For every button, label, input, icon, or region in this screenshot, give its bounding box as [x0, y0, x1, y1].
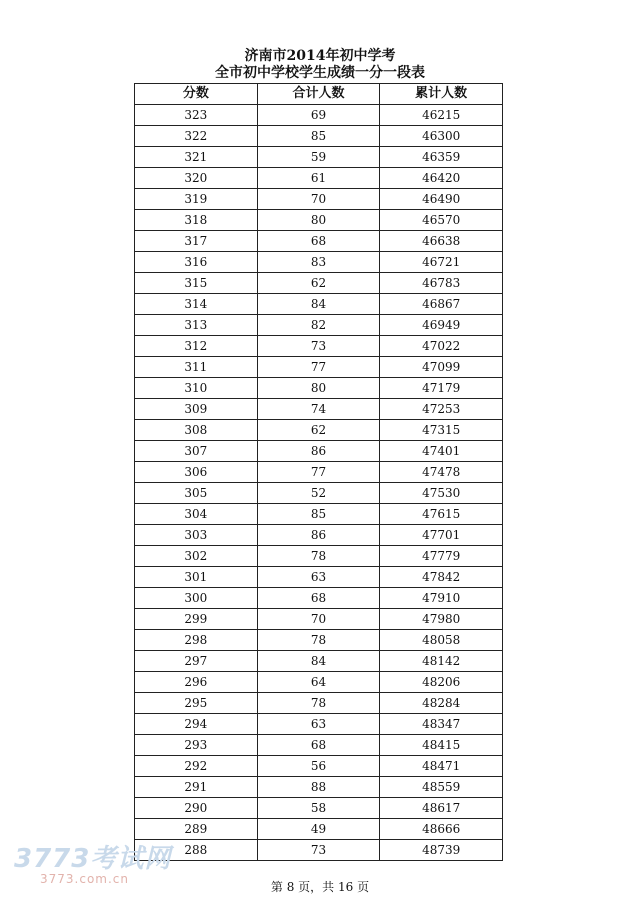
table-row: [135, 210, 503, 231]
table-row: [135, 630, 503, 651]
table-row: [135, 609, 503, 630]
count-cell: 62: [257, 273, 380, 294]
table-row: [135, 273, 503, 294]
cumulative-cell: 48739: [380, 840, 503, 861]
score-cell: 312: [135, 336, 258, 357]
count-cell: 82: [257, 315, 380, 336]
score-cell: 304: [135, 504, 258, 525]
cumulative-cell: 47022: [380, 336, 503, 357]
count-cell: 78: [257, 546, 380, 567]
table-row: [135, 777, 503, 798]
table-row: [135, 399, 503, 420]
table-row: [135, 231, 503, 252]
count-cell: 68: [257, 231, 380, 252]
count-cell: 80: [257, 378, 380, 399]
table-row: [135, 672, 503, 693]
cumulative-cell: 48347: [380, 714, 503, 735]
table-row: [135, 168, 503, 189]
cumulative-cell: 48058: [380, 630, 503, 651]
score-cell: 308: [135, 420, 258, 441]
cumulative-cell: 48415: [380, 735, 503, 756]
table-row: [135, 126, 503, 147]
cumulative-cell: 48284: [380, 693, 503, 714]
score-cell: 316: [135, 252, 258, 273]
cumulative-cell: 48559: [380, 777, 503, 798]
cumulative-cell: 47315: [380, 420, 503, 441]
cumulative-cell: 47842: [380, 567, 503, 588]
score-distribution-table: [134, 83, 503, 861]
cumulative-cell: 47401: [380, 441, 503, 462]
score-cell: 301: [135, 567, 258, 588]
cumulative-cell: 46638: [380, 231, 503, 252]
score-cell: 323: [135, 105, 258, 126]
table-row: [135, 798, 503, 819]
cumulative-cell: 48617: [380, 798, 503, 819]
cumulative-cell: 46721: [380, 252, 503, 273]
table-row: [135, 420, 503, 441]
count-cell: 80: [257, 210, 380, 231]
score-cell: 318: [135, 210, 258, 231]
count-cell: 88: [257, 777, 380, 798]
cumulative-cell: 47615: [380, 504, 503, 525]
cumulative-cell: 46420: [380, 168, 503, 189]
table-row: [135, 735, 503, 756]
count-cell: 83: [257, 252, 380, 273]
score-cell: 289: [135, 819, 258, 840]
count-cell: 52: [257, 483, 380, 504]
count-cell: 78: [257, 693, 380, 714]
count-cell: 49: [257, 819, 380, 840]
count-cell: 70: [257, 189, 380, 210]
page-footer: 第 8 页，共 16 页: [270, 880, 370, 894]
table-row: [135, 462, 503, 483]
count-cell: 58: [257, 798, 380, 819]
score-cell: 306: [135, 462, 258, 483]
column-header-cumulative: 累计人数: [380, 84, 503, 105]
score-cell: 307: [135, 441, 258, 462]
table-row: [135, 252, 503, 273]
count-cell: 62: [257, 420, 380, 441]
cumulative-cell: 46359: [380, 147, 503, 168]
score-cell: 314: [135, 294, 258, 315]
count-cell: 78: [257, 630, 380, 651]
cumulative-cell: 47910: [380, 588, 503, 609]
score-cell: 290: [135, 798, 258, 819]
score-cell: 317: [135, 231, 258, 252]
cumulative-cell: 47701: [380, 525, 503, 546]
count-cell: 77: [257, 357, 380, 378]
cumulative-cell: 48206: [380, 672, 503, 693]
watermark-url: 3773.com.cn: [40, 872, 129, 886]
score-cell: 319: [135, 189, 258, 210]
cumulative-cell: 47779: [380, 546, 503, 567]
count-cell: 63: [257, 567, 380, 588]
table-row: [135, 105, 503, 126]
cumulative-cell: 46215: [380, 105, 503, 126]
cumulative-cell: 47478: [380, 462, 503, 483]
table-row: [135, 294, 503, 315]
count-cell: 64: [257, 672, 380, 693]
count-cell: 63: [257, 714, 380, 735]
cumulative-cell: 47099: [380, 357, 503, 378]
cumulative-cell: 46300: [380, 126, 503, 147]
count-cell: 73: [257, 840, 380, 861]
score-cell: 297: [135, 651, 258, 672]
score-cell: 291: [135, 777, 258, 798]
count-cell: 70: [257, 609, 380, 630]
watermark: [14, 838, 174, 890]
count-cell: 56: [257, 756, 380, 777]
count-cell: 73: [257, 336, 380, 357]
cumulative-cell: 46490: [380, 189, 503, 210]
score-cell: 294: [135, 714, 258, 735]
cumulative-cell: 47530: [380, 483, 503, 504]
table-row: [135, 588, 503, 609]
count-cell: 69: [257, 105, 380, 126]
table-row: [135, 336, 503, 357]
table-row: [135, 525, 503, 546]
cumulative-cell: 47253: [380, 399, 503, 420]
cumulative-cell: 46949: [380, 315, 503, 336]
score-cell: 305: [135, 483, 258, 504]
table-row: [135, 315, 503, 336]
count-cell: 84: [257, 651, 380, 672]
cumulative-cell: 47179: [380, 378, 503, 399]
table-row: [135, 693, 503, 714]
count-cell: 85: [257, 126, 380, 147]
count-cell: 86: [257, 525, 380, 546]
table-row: [135, 714, 503, 735]
table-row: [135, 357, 503, 378]
column-header-score: 分数: [135, 84, 258, 105]
score-cell: 315: [135, 273, 258, 294]
score-cell: 288: [135, 840, 258, 861]
page-title: 济南市2014年初中学考: [244, 48, 396, 64]
count-cell: 74: [257, 399, 380, 420]
table-row: [135, 147, 503, 168]
count-cell: 59: [257, 147, 380, 168]
score-cell: 302: [135, 546, 258, 567]
cumulative-cell: 46783: [380, 273, 503, 294]
score-cell: 322: [135, 126, 258, 147]
table-row: [135, 378, 503, 399]
cumulative-cell: 46570: [380, 210, 503, 231]
cumulative-cell: 48471: [380, 756, 503, 777]
score-cell: 292: [135, 756, 258, 777]
count-cell: 84: [257, 294, 380, 315]
score-cell: 298: [135, 630, 258, 651]
score-cell: 299: [135, 609, 258, 630]
cumulative-cell: 48666: [380, 819, 503, 840]
table-row: [135, 567, 503, 588]
score-cell: 320: [135, 168, 258, 189]
page-subtitle: 全市初中学校学生成绩一分一段表: [215, 65, 425, 81]
watermark-logo: 3773考试网: [14, 844, 172, 874]
count-cell: 61: [257, 168, 380, 189]
score-cell: 295: [135, 693, 258, 714]
table-row: [135, 756, 503, 777]
table-row: [135, 651, 503, 672]
score-cell: 310: [135, 378, 258, 399]
score-cell: 303: [135, 525, 258, 546]
table-header-row: [135, 84, 503, 105]
cumulative-cell: 47980: [380, 609, 503, 630]
score-cell: 309: [135, 399, 258, 420]
table-row: [135, 441, 503, 462]
cumulative-cell: 46867: [380, 294, 503, 315]
score-cell: 313: [135, 315, 258, 336]
table-row: [135, 483, 503, 504]
cumulative-cell: 48142: [380, 651, 503, 672]
count-cell: 77: [257, 462, 380, 483]
table-row: [135, 189, 503, 210]
score-cell: 321: [135, 147, 258, 168]
score-cell: 300: [135, 588, 258, 609]
table-row: [135, 819, 503, 840]
count-cell: 86: [257, 441, 380, 462]
count-cell: 68: [257, 588, 380, 609]
count-cell: 85: [257, 504, 380, 525]
score-cell: 293: [135, 735, 258, 756]
column-header-count: 合计人数: [257, 84, 380, 105]
score-cell: 296: [135, 672, 258, 693]
table-row: [135, 840, 503, 861]
table-row: [135, 504, 503, 525]
score-cell: 311: [135, 357, 258, 378]
count-cell: 68: [257, 735, 380, 756]
table-row: [135, 546, 503, 567]
